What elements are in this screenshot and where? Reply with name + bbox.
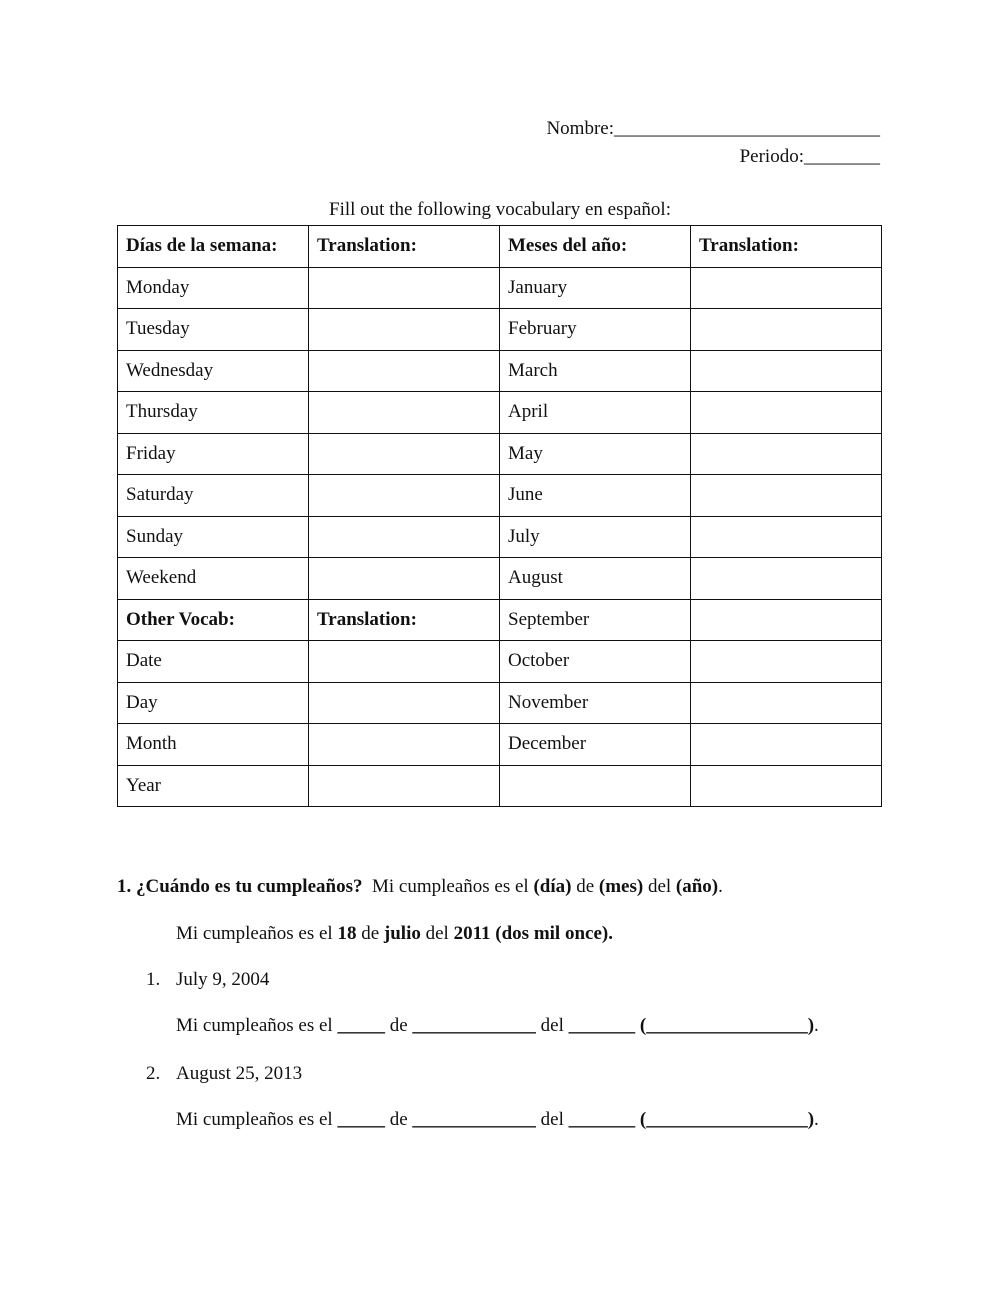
year-words-blank[interactable]: (_________________) (639, 1015, 815, 1036)
translation-blank[interactable] (309, 641, 500, 683)
month-term: August (500, 558, 691, 600)
nombre-blank[interactable]: ____________________________ (614, 118, 880, 139)
translation-blank[interactable] (691, 599, 882, 641)
month-term: February (500, 309, 691, 351)
table-row (118, 516, 882, 558)
periodo-blank[interactable]: ________ (804, 146, 880, 167)
translation-blank[interactable] (309, 765, 500, 807)
item-1-answer (176, 1015, 819, 1037)
table-row (118, 226, 882, 268)
answer-de: de (389, 1015, 408, 1036)
translation-blank[interactable] (691, 433, 882, 475)
prompt-de: de (576, 876, 595, 897)
header-months: Meses del año: (500, 226, 691, 268)
day-term: Friday (118, 433, 309, 475)
translation-blank[interactable] (691, 392, 882, 434)
answer-del: del (540, 1015, 564, 1036)
translation-blank[interactable] (691, 641, 882, 683)
translation-blank[interactable] (691, 350, 882, 392)
example-year: 2011 (dos mil once). (453, 923, 613, 944)
translation-blank[interactable] (691, 724, 882, 766)
year-blank[interactable]: _______ (568, 1109, 636, 1130)
month-term: December (500, 724, 691, 766)
day-term: Saturday (118, 475, 309, 517)
item-2-answer (176, 1109, 819, 1131)
table-row (118, 682, 882, 724)
month-term: November (500, 682, 691, 724)
vocab-table (117, 225, 882, 807)
day-term: Sunday (118, 516, 309, 558)
prompt-period: . (718, 876, 723, 897)
table-row (118, 724, 882, 766)
day-term: Thursday (118, 392, 309, 434)
month-term: May (500, 433, 691, 475)
answer-start: Mi cumpleaños es el (176, 1109, 333, 1130)
prompt-dia: (día) (533, 876, 572, 897)
month-term: March (500, 350, 691, 392)
table-row (118, 599, 882, 641)
item-number: 2. (146, 1063, 161, 1084)
header-days: Días de la semana: (118, 226, 309, 268)
translation-blank[interactable] (309, 267, 500, 309)
month-blank[interactable]: _____________ (412, 1015, 536, 1036)
table-row (118, 309, 882, 351)
nombre-label: Nombre: (546, 118, 614, 139)
question-text: ¿Cuándo es tu cumpleaños? (136, 876, 363, 897)
translation-blank[interactable] (691, 682, 882, 724)
question-1 (117, 876, 723, 898)
translation-blank[interactable] (309, 682, 500, 724)
example-month: julio (383, 923, 421, 944)
month-term: June (500, 475, 691, 517)
table-row (118, 765, 882, 807)
prompt-del: del (647, 876, 672, 897)
instructions: Fill out the following vocabulary en español: (329, 199, 671, 220)
table-row (118, 558, 882, 600)
translation-blank[interactable] (309, 392, 500, 434)
translation-blank[interactable] (309, 516, 500, 558)
translation-blank[interactable] (691, 516, 882, 558)
translation-blank[interactable] (309, 475, 500, 517)
table-row (118, 641, 882, 683)
day-term: Monday (118, 267, 309, 309)
answer-del: del (540, 1109, 564, 1130)
translation-blank[interactable] (691, 558, 882, 600)
empty-cell (691, 765, 882, 807)
prompt-mes: (mes) (598, 876, 644, 897)
other-term: Year (118, 765, 309, 807)
day-blank[interactable]: _____ (337, 1015, 385, 1036)
year-words-blank[interactable]: (_________________) (639, 1109, 815, 1130)
translation-blank[interactable] (309, 350, 500, 392)
month-term: April (500, 392, 691, 434)
table-row (118, 267, 882, 309)
periodo-label: Periodo: (739, 146, 804, 167)
year-blank[interactable]: _______ (568, 1015, 636, 1036)
other-term: Day (118, 682, 309, 724)
translation-blank[interactable] (691, 309, 882, 351)
nombre-field[interactable] (546, 118, 880, 140)
table-row (118, 392, 882, 434)
month-blank[interactable]: _____________ (412, 1109, 536, 1130)
example-sentence (176, 923, 613, 945)
answer-end: . (814, 1109, 819, 1130)
translation-blank[interactable] (309, 724, 500, 766)
month-term: July (500, 516, 691, 558)
month-term: October (500, 641, 691, 683)
other-term: Month (118, 724, 309, 766)
item-number: 1. (146, 969, 161, 990)
day-term: Wednesday (118, 350, 309, 392)
header-translation: Translation: (691, 226, 882, 268)
example-de: de (361, 923, 380, 944)
answer-de: de (389, 1109, 408, 1130)
prompt-ano: (año) (675, 876, 719, 897)
prompt-start: Mi cumpleaños es el (371, 876, 529, 897)
table-row (118, 350, 882, 392)
translation-blank[interactable] (309, 433, 500, 475)
item-date: August 25, 2013 (176, 1063, 303, 1084)
header-translation: Translation: (309, 226, 500, 268)
month-term: September (500, 599, 691, 641)
table-row (118, 433, 882, 475)
month-term: January (500, 267, 691, 309)
translation-blank[interactable] (691, 267, 882, 309)
empty-cell (500, 765, 691, 807)
translation-blank[interactable] (309, 309, 500, 351)
day-term: Tuesday (118, 309, 309, 351)
question-number: 1. (117, 876, 132, 897)
translation-blank[interactable] (309, 558, 500, 600)
example-day: 18 (337, 923, 357, 944)
answer-end: . (814, 1015, 819, 1036)
item-2-date (146, 1063, 302, 1085)
day-term: Weekend (118, 558, 309, 600)
item-1-date (146, 969, 269, 991)
table-row (118, 475, 882, 517)
header-translation: Translation: (309, 599, 500, 641)
day-blank[interactable]: _____ (337, 1109, 385, 1130)
answer-start: Mi cumpleaños es el (176, 1015, 333, 1036)
translation-blank[interactable] (691, 475, 882, 517)
other-term: Date (118, 641, 309, 683)
item-date: July 9, 2004 (176, 969, 270, 990)
periodo-field[interactable] (740, 146, 880, 168)
example-del: del (425, 923, 449, 944)
example-start: Mi cumpleaños es el (176, 923, 333, 944)
header-other-vocab: Other Vocab: (118, 599, 309, 641)
